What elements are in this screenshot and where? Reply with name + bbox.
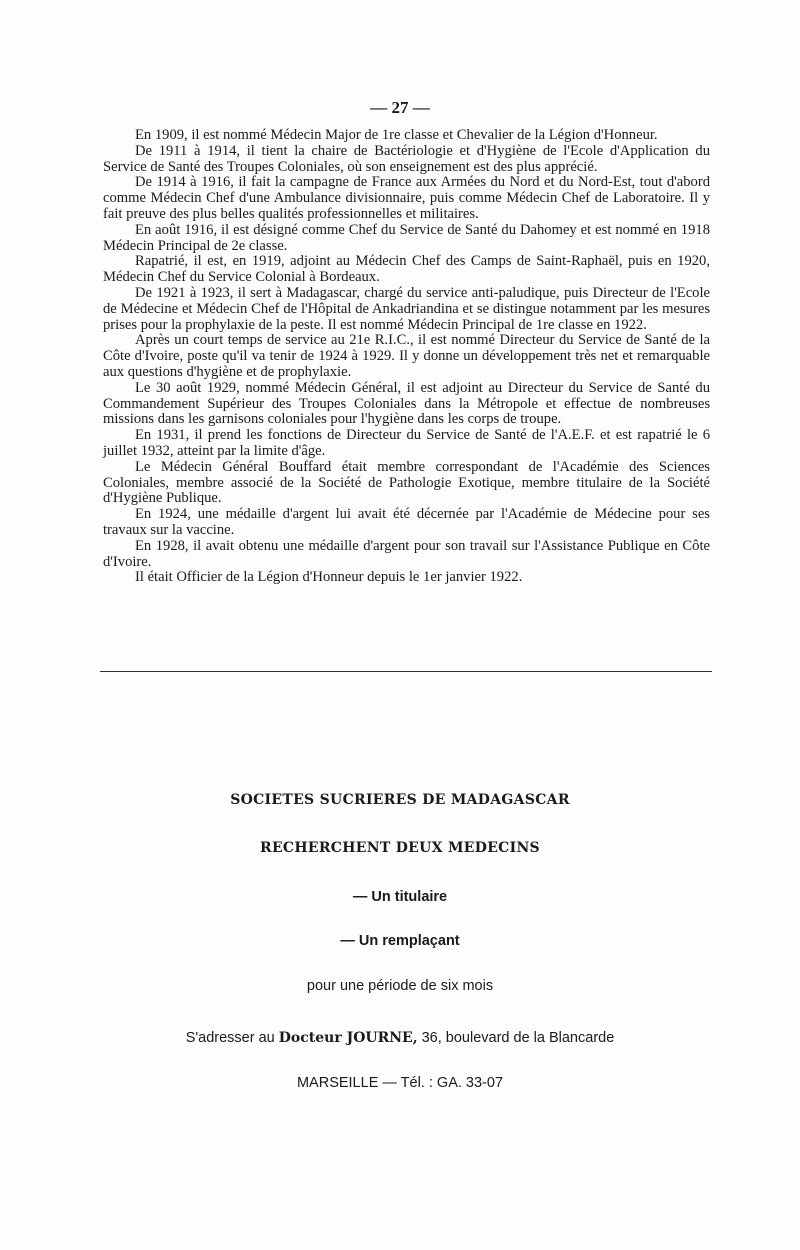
paragraph: De 1921 à 1923, il sert à Madagascar, chargé du service anti-paludique, puis Directeur de l'Ecole de Médecine et Médecin Chef de l'Hôpital de Ankadriandina et se distingue notamment par les mesures prises pour la prophylaxie de la peste. Il est nommé Médecin Principal de 1re classe en 1922. [103, 284, 710, 333]
ad-contact-address: 36, boulevard de la Blancarde [421, 1030, 615, 1046]
ad-title-line2: RECHERCHENT DEUX MEDECINS [260, 840, 540, 856]
paragraph: Rapatrié, il est, en 1919, adjoint au Médecin Chef des Camps de Saint-Raphaël, puis en 1920, Médecin Chef du Service Colonial à Bordeaux. [103, 253, 710, 286]
paragraph: En 1928, il avait obtenu une médaille d'argent pour son travail sur l'Assistance Publique en Côte d'Ivoire. [103, 537, 710, 570]
ad-item-titulaire: — Un titulaire [352, 889, 448, 905]
paragraph: Le 30 août 1929, nommé Médecin Général, il est adjoint au Directeur du Service de Santé du Commandement Supérieur des Troupes Coloniales dans la Métropole et effectue de nombreuses missions dans les garnisons coloniales pour l'hygiène dans les corps de troupe. [103, 379, 710, 428]
ad-contact-prefix: S'adresser au [185, 1030, 275, 1046]
paragraph: En 1909, il est nommé Médecin Major de 1re classe et Chevalier de la Légion d'Honneur. [135, 127, 658, 143]
paragraph: Après un court temps de service au 21e R.I.C., il est nommé Directeur du Service de Santé de la Côte d'Ivoire, poste qu'il va tenir de 1924 à 1929. Il y donne un développement très net et remarquable aux questions d'hygiène et de prophylaxie. [103, 332, 710, 380]
paragraph: Le Médecin Général Bouffard était membre correspondant de l'Académie des Sciences Coloniales, membre associé de la Société de Pathologie Exotique, membre titulaire de la Société d'Hygiène Publique. [103, 458, 710, 507]
paragraph: De 1914 à 1916, il fait la campagne de France aux Armées du Nord et du Nord-Est, tout d'abord comme Médecin Chef d'une Ambulance divisionnaire, puis comme Médecin Chef de Laboratoire. Il y fait preuve des plus belles qualités professionnelles et militaires. [103, 174, 710, 222]
paragraph: En 1931, il prend les fonctions de Directeur du Service de Santé de l'A.E.F. et est rapatrié le 6 juillet 1932, atteint par la limite d'âge. [103, 427, 710, 459]
article-body [103, 128, 710, 586]
paragraph: En 1924, une médaille d'argent lui avait été décernée par l'Académie de Médecine pour ses travaux sur la vaccine. [103, 506, 710, 538]
page-number: — 27 — [370, 98, 430, 117]
ad-period: pour une période de six mois [306, 978, 494, 994]
paragraph: De 1911 à 1914, il tient la chaire de Bactériologie et d'Hygiène de l'Ecole d'Application du Service de Santé des Troupes Coloniales, où son enseignement est des plus apprécié. [103, 142, 710, 175]
ad-contact-name: Docteur JOURNE, [278, 1030, 418, 1046]
ad-city-phone: MARSEILLE — Tél. : GA. 33-07 [296, 1075, 504, 1091]
paragraph: En août 1916, il est désigné comme Chef du Service de Santé du Dahomey et est nommé en 1918 Médecin Principal de 2e classe. [103, 221, 710, 254]
section-divider [100, 671, 712, 672]
ad-contact [0, 1030, 800, 1046]
ad-item-remplacant: — Un remplaçant [340, 933, 460, 949]
paragraph: Il était Officier de la Légion d'Honneur depuis le 1er janvier 1922. [135, 569, 523, 586]
ad-title-line1: SOCIETES SUCRIERES DE MADAGASCAR [230, 792, 570, 808]
